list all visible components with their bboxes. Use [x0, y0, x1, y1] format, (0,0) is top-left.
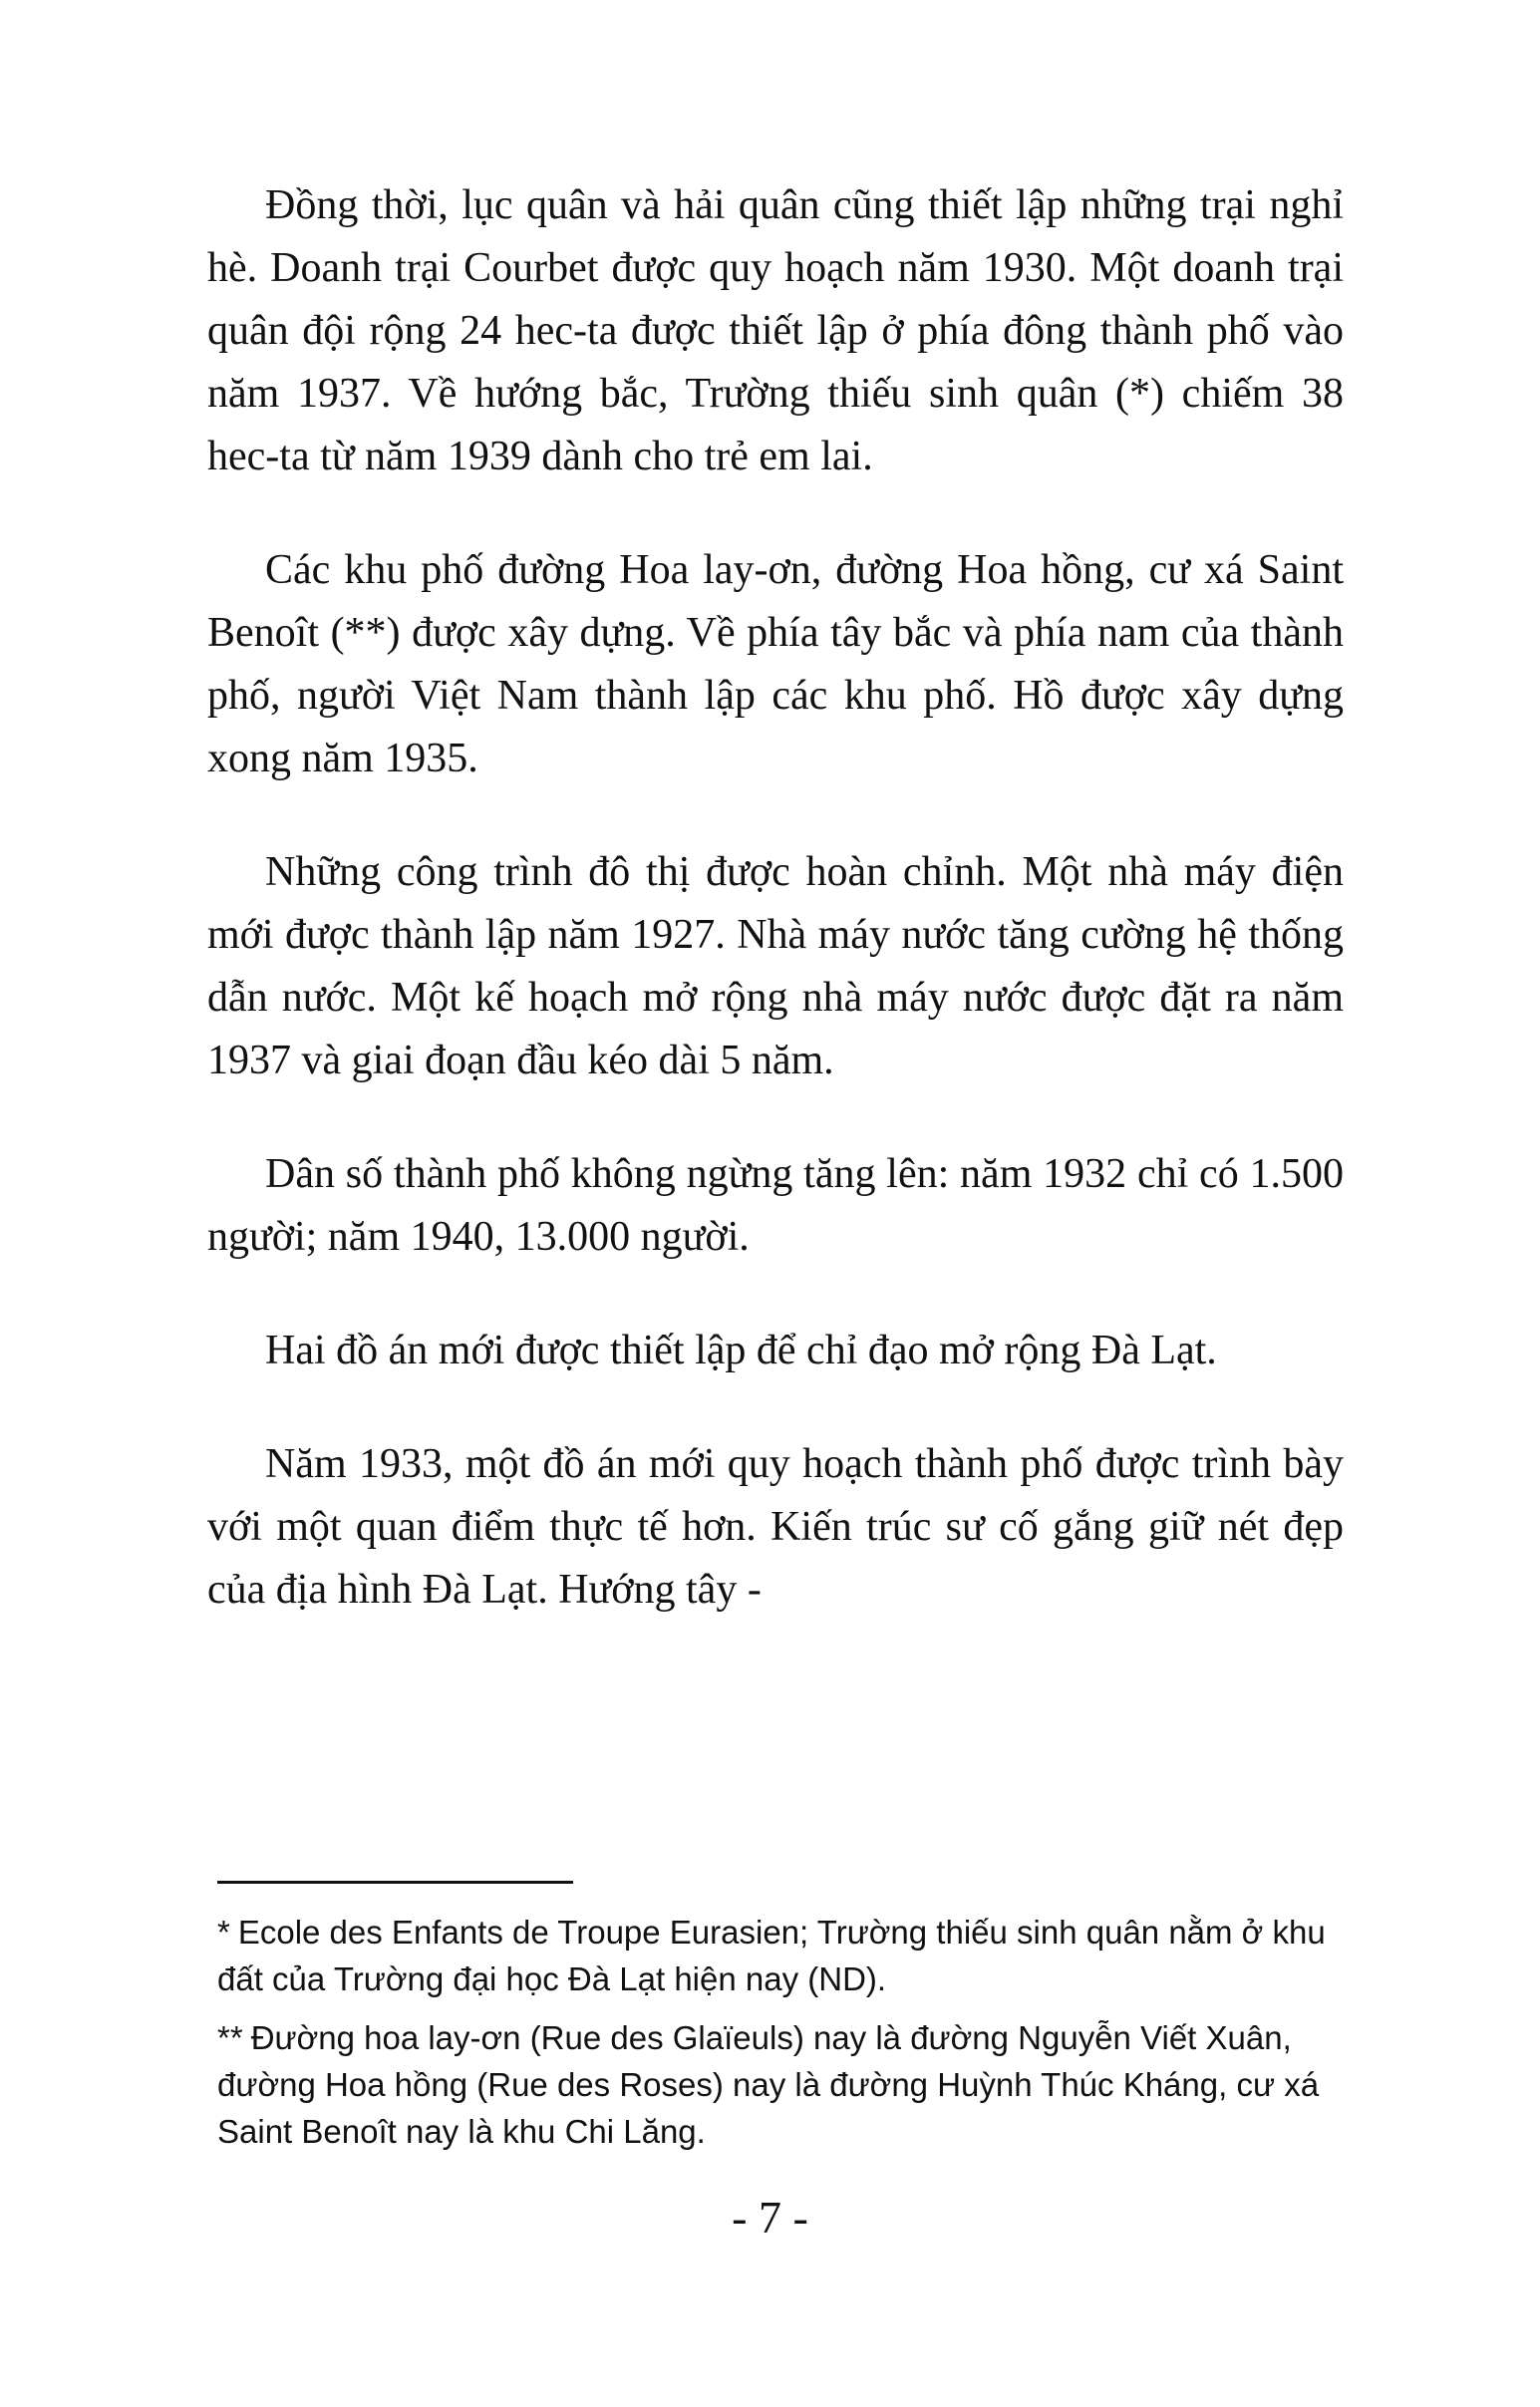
paragraph-3: Những công trình đô thị được hoàn chỉnh. Một nhà máy điện mới được thành lập năm 1927. Nhà máy nước tăng cường hệ thống dẫn nước. Một kế hoạch mở rộng nhà máy nước được đặt ra năm 1937 và giai đoạn đầu kéo dài 5 năm. [207, 849, 1344, 1083]
footnote-text: Đường hoa lay-ơn (Rue des Glaïeuls) nay là đường Nguyễn Viết Xuân, đường Hoa hồng (Rue des Roses) nay là đường Huỳnh Thúc Kháng, cư xá Saint Benoît nay là khu Chi Lăng. [217, 2019, 1320, 2150]
footnote-1 [217, 1909, 1344, 2002]
footnote-text: Ecole des Enfants de Troupe Eurasien; Trường thiếu sinh quân nằm ở khu đất của Trường đại học Đà Lạt hiện nay (ND). [217, 1914, 1326, 1997]
paragraph-1: Đồng thời, lục quân và hải quân cũng thiết lập những trại nghỉ hè. Doanh trại Courbet được quy hoạch năm 1930. Một doanh trại quân đội rộng 24 hec-ta được thiết lập ở phía đông thành phố vào năm 1937. Về hướng bắc, Trường thiếu sinh quân (*) chiếm 38 hec-ta từ năm 1939 dành cho trẻ em lai. [207, 182, 1344, 479]
paragraph-6: Năm 1933, một đồ án mới quy hoạch thành phố được trình bày với một quan điểm thực tế hơn. Kiến trúc sư cố gắng giữ nét đẹp của địa hình Đà Lạt. Hướng tây - [207, 1441, 1344, 1613]
paragraph-2: Các khu phố đường Hoa lay-ơn, đường Hoa hồng, cư xá Saint Benoît (**) được xây dựng. Về phía tây bắc và phía nam của thành phố, người Việt Nam thành lập các khu phố. Hồ được xây dựng xong năm 1935. [207, 547, 1344, 781]
paragraph-5: Hai đồ án mới được thiết lập để chỉ đạo mở rộng Đà Lạt. [265, 1328, 1217, 1373]
footnote-separator [217, 1881, 573, 1884]
body-text [207, 174, 1344, 1672]
footnotes [217, 1909, 1344, 2167]
page-number: - 7 - [732, 2192, 808, 2243]
paragraph-4: Dân số thành phố không ngừng tăng lên: năm 1932 chỉ có 1.500 người; năm 1940, 13.000 người. [207, 1151, 1344, 1260]
footnote-2 [217, 2014, 1344, 2155]
footnote-marker: * [217, 1914, 230, 1951]
footnote-marker: ** [217, 2019, 243, 2056]
